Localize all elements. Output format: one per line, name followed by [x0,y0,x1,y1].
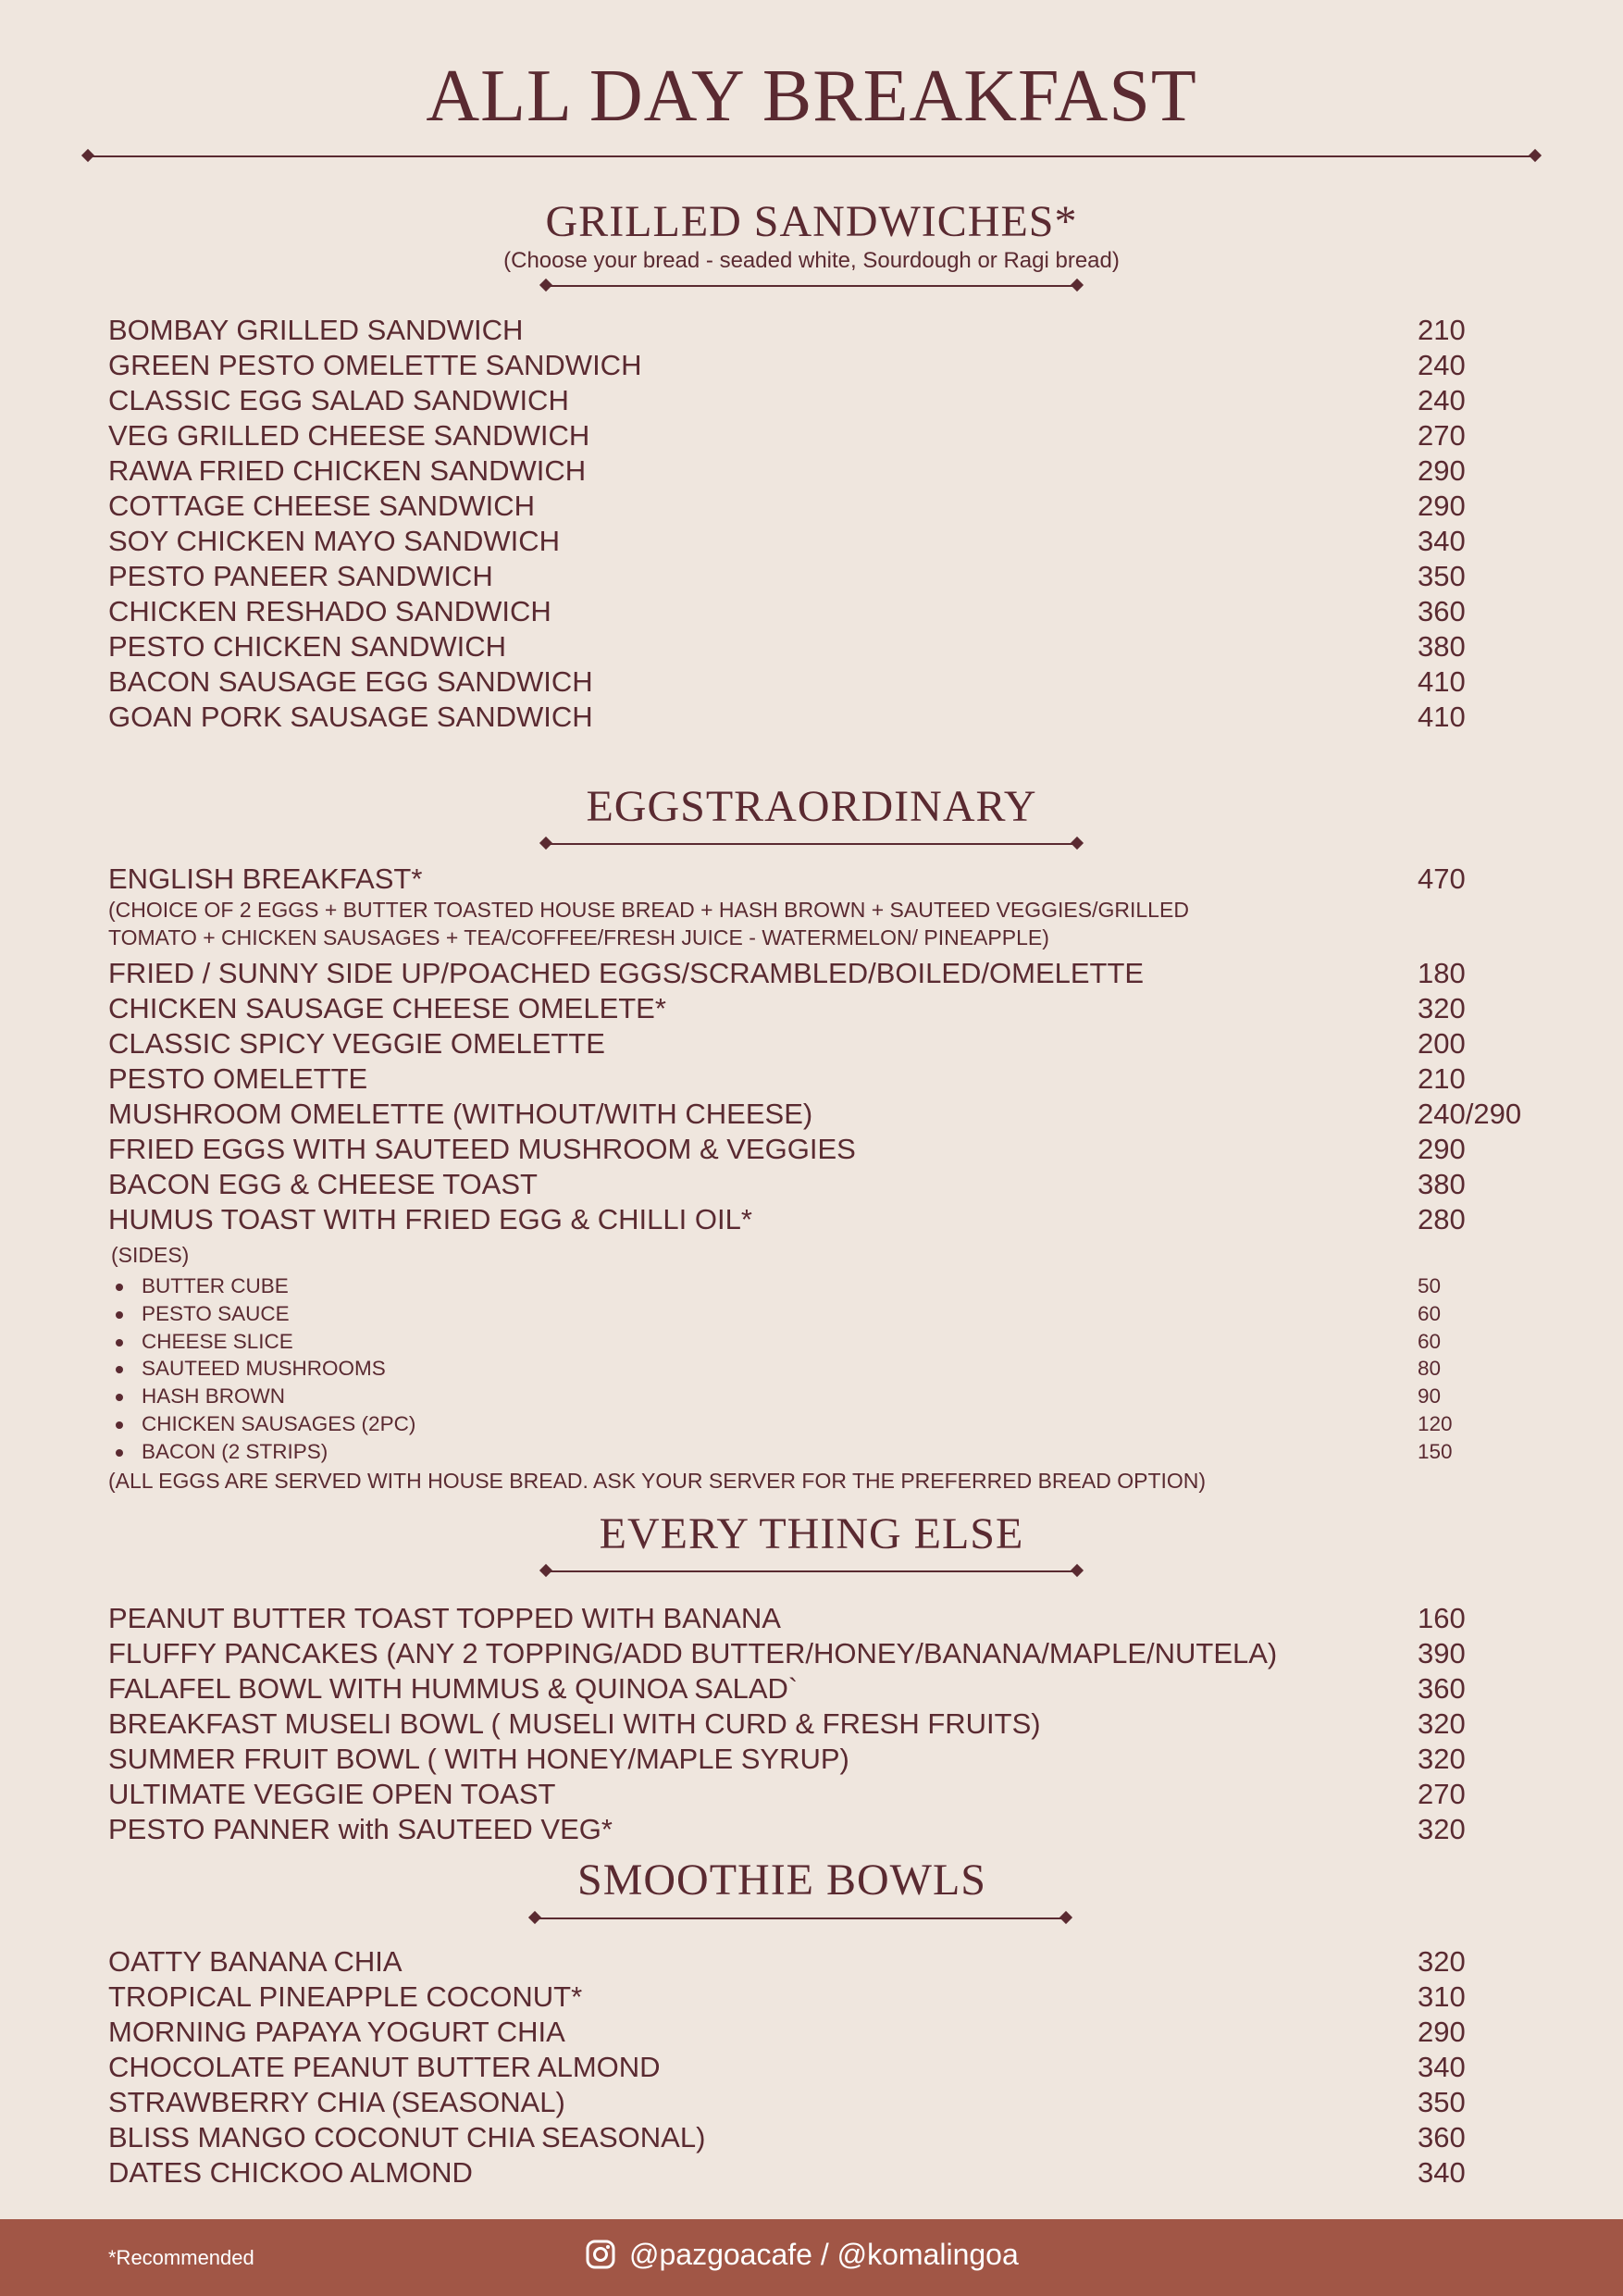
menu-item [108,418,1552,453]
item-name: CLASSIC EGG SALAD SANDWICH [108,384,569,416]
item-name: OATTY BANANA CHIA [108,1945,403,1978]
title-divider [88,155,1535,157]
item-price: 320 [1418,1743,1466,1775]
item-price: 310 [1418,1980,1466,2013]
menu-item [108,956,1552,991]
item-name: HUMUS TOAST WITH FRIED EGG & CHILLI OIL* [108,1203,752,1235]
menu-item [108,1777,1552,1812]
section-title-every-thing-else: EVERY THING ELSE [599,1509,1024,1558]
menu-item [108,2155,1552,2191]
item-description-line: (CHOICE OF 2 EGGS + BUTTER TOASTED HOUSE BREAD + HASH BROWN + SAUTEED VEGGIES/GRILLED [108,898,1189,922]
item-price: 320 [1418,1707,1466,1740]
section-title-grilled-sandwiches: GRILLED SANDWICHES* [545,197,1078,246]
item-price: 240 [1418,384,1466,416]
item-price: 270 [1418,419,1466,452]
side-item [108,1355,1552,1383]
menu-item [108,2050,1552,2085]
menu-item [108,1026,1552,1061]
item-name: VEG GRILLED CHEESE SANDWICH [108,419,590,452]
side-name: SAUTEED MUSHROOMS [142,1357,386,1381]
menu-item [108,559,1552,594]
side-item [108,1272,1552,1300]
menu-item [108,1706,1552,1742]
item-name: MUSHROOM OMELETTE (WITHOUT/WITH CHEESE) [108,1098,813,1130]
side-price: 150 [1418,1439,1453,1463]
item-name: PEANUT BUTTER TOAST TOPPED WITH BANANA [108,1602,781,1634]
menu-list-every-thing-else [108,1601,1552,1847]
menu-item [108,1061,1552,1097]
item-price: 280 [1418,1203,1466,1235]
item-name: GOAN PORK SAUSAGE SANDWICH [108,701,593,733]
item-name: MORNING PAPAYA YOGURT CHIA [108,2016,565,2048]
section-divider [546,1570,1077,1572]
item-price: 470 [1418,863,1466,895]
item-description [108,896,1348,951]
item-price: 290 [1418,454,1466,487]
social-handles-text: @pazgoacafe / @komalingoa [629,2238,1019,2271]
item-price: 210 [1418,1062,1466,1095]
section-title-eggstraordinary: EGGSTRAORDINARY [586,782,1037,831]
side-name: CHICKEN SAUSAGES (2PC) [142,1411,416,1435]
item-name: ULTIMATE VEGGIE OPEN TOAST [108,1778,556,1810]
side-item [108,1328,1552,1356]
section-divider [546,843,1077,845]
item-price: 360 [1418,1672,1466,1705]
item-name: BLISS MANGO COCONUT CHIA SEASONAL) [108,2121,706,2153]
menu-item [108,1636,1552,1671]
item-name: ENGLISH BREAKFAST* [108,863,423,895]
menu-list-grilled-sandwiches [108,313,1552,735]
item-description-line: TOMATO + CHICKEN SAUSAGES + TEA/COFFEE/FRESH JUICE - WATERMELON/ PINEAPPLE) [108,925,1049,949]
item-price: 320 [1418,1813,1466,1845]
item-price: 360 [1418,595,1466,627]
bullet-icon [116,1394,123,1401]
section-divider [535,1917,1066,1919]
menu-item [108,383,1552,418]
menu-item [108,348,1552,383]
item-price: 340 [1418,2156,1466,2189]
side-name: BACON (2 STRIPS) [142,1439,328,1463]
bullet-icon [116,1339,123,1347]
menu-item [108,629,1552,664]
item-price: 240/290 [1418,1098,1522,1130]
menu-feature-english-breakfast [108,862,1552,897]
side-price: 90 [1418,1384,1442,1409]
item-price: 210 [1418,314,1466,346]
item-name: TROPICAL PINEAPPLE COCONUT* [108,1980,583,2013]
item-price: 350 [1418,2086,1466,2118]
menu-title: ALL DAY BREAKFAST [426,56,1197,137]
side-name: PESTO SAUCE [142,1301,290,1325]
menu-item [108,1944,1552,1980]
social-handles[interactable] [585,2234,1019,2275]
side-price: 80 [1418,1357,1442,1381]
item-price: 380 [1418,1168,1466,1200]
item-name: COTTAGE CHEESE SANDWICH [108,490,536,522]
side-name: HASH BROWN [142,1384,286,1409]
side-item [108,1383,1552,1410]
side-item [108,1410,1552,1438]
bullet-icon [116,1284,123,1291]
item-price: 410 [1418,665,1466,698]
item-price: 200 [1418,1027,1466,1060]
side-price: 60 [1418,1329,1442,1353]
item-name: GREEN PESTO OMELETTE SANDWICH [108,349,642,381]
menu-item [108,2085,1552,2120]
item-price: 410 [1418,701,1466,733]
menu-item [108,1980,1552,2015]
item-name: BACON SAUSAGE EGG SANDWICH [108,665,593,698]
sides-label: (SIDES) [111,1243,190,1267]
menu-item [108,1202,1552,1237]
menu-item [108,1097,1552,1132]
menu-item [108,1601,1552,1636]
footer-bar [0,2219,1623,2296]
item-name: PESTO OMELETTE [108,1062,368,1095]
menu-item [108,1167,1552,1202]
item-name: FRIED EGGS WITH SAUTEED MUSHROOM & VEGGIES [108,1133,856,1165]
item-price: 290 [1418,2016,1466,2048]
item-price: 160 [1418,1602,1466,1634]
item-name: CHICKEN SAUSAGE CHEESE OMELETE* [108,992,666,1024]
instagram-icon [585,2239,616,2270]
item-name: BREAKFAST MUSELI BOWL ( MUSELI WITH CURD & FRESH FRUITS) [108,1707,1041,1740]
side-name: CHEESE SLICE [142,1329,293,1353]
sides-list [108,1272,1552,1466]
item-price: 270 [1418,1778,1466,1810]
item-name: SOY CHICKEN MAYO SANDWICH [108,525,561,557]
menu-item [108,2120,1552,2155]
menu-item [108,594,1552,629]
bullet-icon [116,1449,123,1457]
item-price: 380 [1418,630,1466,663]
menu-item [108,1132,1552,1167]
menu-item [108,700,1552,735]
menu-item [108,2015,1552,2050]
item-name: PESTO PANEER SANDWICH [108,560,493,592]
item-name: FLUFFY PANCAKES (ANY 2 TOPPING/ADD BUTTER/HONEY/BANANA/MAPLE/NUTELA) [108,1637,1278,1669]
section-divider [546,285,1077,287]
item-price: 340 [1418,2051,1466,2083]
menu-item [108,1812,1552,1847]
menu-item [108,664,1552,700]
item-price: 290 [1418,490,1466,522]
recommended-note: *Recommended [108,2246,254,2269]
menu-list-eggs [108,956,1552,1237]
item-name: RAWA FRIED CHICKEN SANDWICH [108,454,587,487]
item-price: 390 [1418,1637,1466,1669]
section-title-smoothie-bowls: SMOOTHIE BOWLS [577,1855,986,1905]
menu-item [108,313,1552,348]
item-price: 320 [1418,992,1466,1024]
side-item [108,1300,1552,1328]
item-price: 180 [1418,957,1466,989]
menu-list-smoothie-bowls [108,1944,1552,2191]
item-name: STRAWBERRY CHIA (SEASONAL) [108,2086,565,2118]
menu-item [108,453,1552,489]
item-price: 320 [1418,1945,1466,1978]
menu-item [108,862,1552,897]
bullet-icon [116,1421,123,1429]
item-price: 360 [1418,2121,1466,2153]
menu-item [108,991,1552,1026]
item-name: FRIED / SUNNY SIDE UP/POACHED EGGS/SCRAMBLED/BOILED/OMELETTE [108,957,1145,989]
side-name: BUTTER CUBE [142,1274,289,1297]
item-name: FALAFEL BOWL WITH HUMMUS & QUINOA SALAD` [108,1672,799,1705]
side-item [108,1438,1552,1466]
item-price: 350 [1418,560,1466,592]
menu-item [108,1671,1552,1706]
item-price: 290 [1418,1133,1466,1165]
item-name: CHOCOLATE PEANUT BUTTER ALMOND [108,2051,661,2083]
item-price: 240 [1418,349,1466,381]
bullet-icon [116,1366,123,1373]
item-name: BACON EGG & CHEESE TOAST [108,1168,538,1200]
item-name: CHICKEN RESHADO SANDWICH [108,595,551,627]
item-name: PESTO CHICKEN SANDWICH [108,630,507,663]
item-name: SUMMER FRUIT BOWL ( WITH HONEY/MAPLE SYRUP) [108,1743,849,1775]
section-subtitle-bread-choice: (Choose your bread - seaded white, Sourdough or Ragi bread) [503,248,1120,273]
item-name: BOMBAY GRILLED SANDWICH [108,314,524,346]
side-price: 120 [1418,1411,1453,1435]
item-name: PESTO PANNER with SAUTEED VEG* [108,1813,613,1845]
bullet-icon [116,1311,123,1319]
item-price: 340 [1418,525,1466,557]
eggs-bread-note: (ALL EGGS ARE SERVED WITH HOUSE BREAD. ASK YOUR SERVER FOR THE PREFERRED BREAD OPTION) [108,1469,1207,1493]
side-price: 50 [1418,1274,1442,1297]
menu-item [108,1742,1552,1777]
item-name: CLASSIC SPICY VEGGIE OMELETTE [108,1027,605,1060]
side-price: 60 [1418,1301,1442,1325]
menu-item [108,489,1552,524]
item-name: DATES CHICKOO ALMOND [108,2156,473,2189]
menu-item [108,524,1552,559]
